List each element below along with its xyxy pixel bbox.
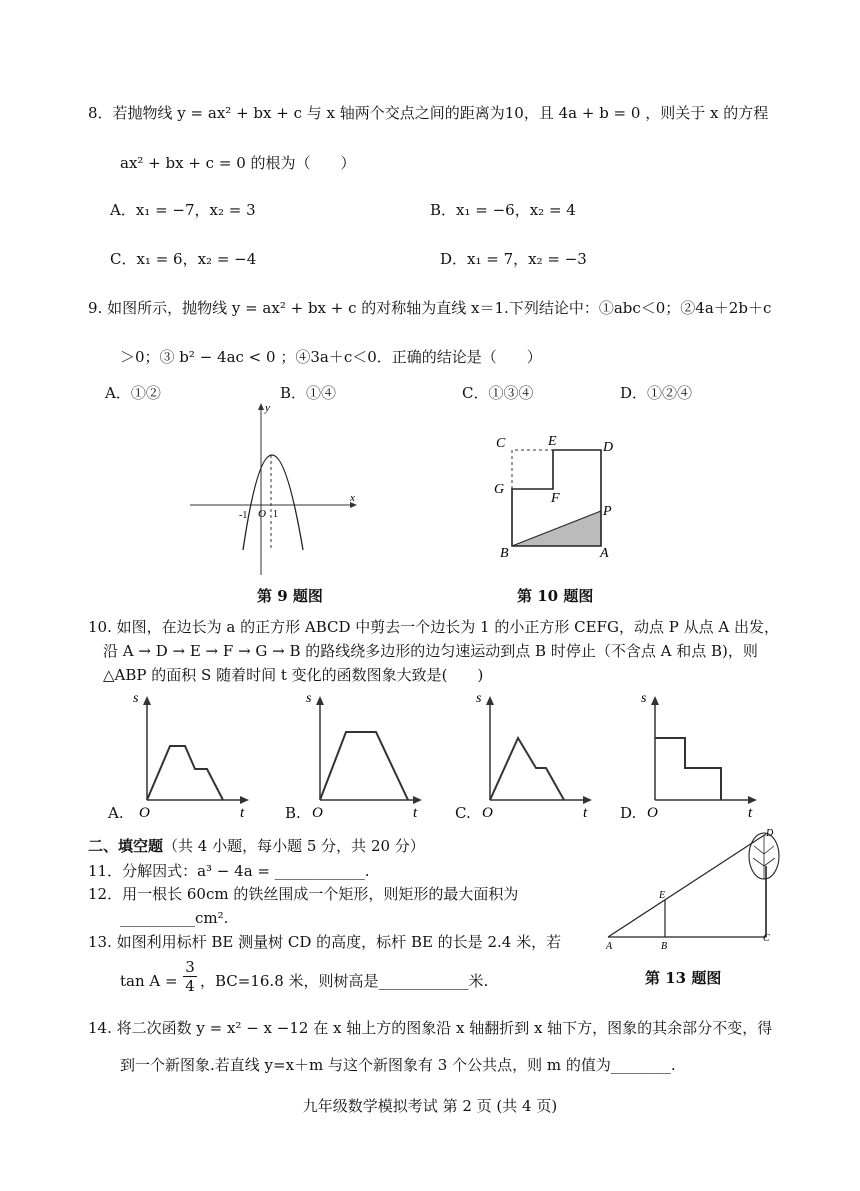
q8-option-d: D．x₁ = 7，x₂ = −3 (440, 250, 587, 268)
q11-text: 11．分解因式：a³ − 4a = ____________. (88, 862, 370, 880)
q10-label-f: F (551, 491, 560, 506)
q9-axis-x-label: x (350, 492, 355, 504)
q9-figure-caption: 第 9 题图 (257, 587, 323, 605)
q9-option-d: D．①②④ (620, 384, 693, 402)
q13-figure-caption: 第 13 题图 (645, 969, 722, 987)
q10-b-axis-s: s (306, 691, 312, 706)
q10-c-axis-s: s (476, 691, 482, 706)
q9-stem-line1: 9. 如图所示，抛物线 y = ax² + bx + c 的对称轴为直线 x＝1.下列结论中：①abc＜0；②4a＋2b＋c (88, 299, 772, 317)
q10-option-c-graph (468, 690, 598, 820)
section2-title: 二、填空题 (88, 837, 164, 855)
q13-label-c: C (763, 933, 770, 944)
q10-option-b-graph (298, 690, 428, 820)
q10-option-b-label: B. (285, 804, 301, 822)
q8-stem-line2: ax² + bx + c = 0 的根为（ ） (120, 154, 356, 172)
q10-d-origin: O (647, 805, 658, 821)
q10-label-g: G (494, 482, 505, 497)
q13-frac-den: 4 (185, 977, 195, 995)
q10-label-p: P (603, 504, 612, 519)
q12-line1: 12．用一根长 60cm 的铁丝围成一个矩形，则矩形的最大面积为 (88, 885, 519, 903)
q8-option-b: B．x₁ = −6，x₂ = 4 (430, 201, 576, 219)
q10-option-c-label: C. (455, 804, 471, 822)
q10-c-axis-t: t (583, 805, 588, 821)
q10-b-origin: O (312, 805, 323, 821)
section2-note: （共 4 小题，每小题 5 分，共 20 分） (163, 837, 425, 855)
q10-stem-line1: 10. 如图，在边长为 a 的正方形 ABCD 中剪去一个边长为 1 的小正方形 CEFG，动点 P 从点 A 出发， (88, 618, 779, 636)
q10-option-d-label: D. (620, 804, 637, 822)
q10-label-d: D (603, 440, 614, 455)
section2-header (88, 836, 425, 856)
q10-stem-line2: 沿 A → D → E → F → G → B 的路线绕多边形的边匀速运动到点 B 时停止（不含点 A 和点 B)，则 (103, 642, 758, 660)
q9-stem-line2: ＞0；③ b² − 4ac < 0 ；④3a＋c＜0．正确的结论是（ ） (120, 348, 542, 366)
q9-parabola-figure (185, 400, 365, 578)
q13-line2-rest: ，BC=16.8 米，则树高是____________米. (200, 972, 489, 990)
q13-label-d: D (766, 828, 774, 839)
q13-tan-prefix: tan A = (120, 972, 178, 990)
q8-option-c: C．x₁ = 6，x₂ = −4 (110, 250, 257, 268)
q10-d-axis-s: s (641, 691, 647, 706)
q12-line2: __________cm². (120, 909, 229, 927)
q9-axis-y-label: y (265, 402, 270, 414)
q9-option-a: A．①② (105, 384, 161, 402)
q8-stem-line1: 8．若抛物线 y = ax² + bx + c 与 x 轴两个交点之间的距离为10，且 4a + b = 0 ，则关于 x 的方程 (88, 104, 769, 122)
q10-label-e: E (548, 434, 557, 449)
q9-option-b: B．①④ (280, 384, 337, 402)
q10-option-a-graph (125, 690, 255, 820)
q10-b-axis-t: t (413, 805, 418, 821)
q13-label-a: A (606, 941, 613, 952)
q13-label-e: E (659, 890, 666, 901)
q13-tree-figure (600, 826, 800, 956)
page-footer: 九年级数学模拟考试 第 2 页 (共 4 页) (302, 1097, 558, 1115)
q10-stem-line3: △ABP 的面积 S 随着时间 t 变化的函数图象大致是( ) (103, 666, 484, 684)
q13-frac-num: 3 (183, 958, 197, 977)
q13-fraction (183, 958, 197, 995)
q10-a-origin: O (139, 805, 150, 821)
q14-line2: 到一个新图象.若直线 y=x＋m 与这个新图象有 3 个公共点，则 m 的值为________. (120, 1056, 676, 1074)
q10-option-d-graph (633, 690, 763, 820)
q9-tick-pos-label: 1 (273, 509, 278, 520)
q8-option-a: A．x₁ = −7，x₂ = 3 (110, 201, 256, 219)
q9-option-c: C．①③④ (462, 384, 534, 402)
q10-figure-caption: 第 10 题图 (517, 587, 594, 605)
q10-a-axis-t: t (240, 805, 245, 821)
q10-label-b: B (500, 546, 509, 561)
q9-origin-label: O (258, 508, 266, 520)
q9-tick-neg-label: -1 (239, 510, 248, 521)
q10-label-a: A (600, 546, 609, 561)
q10-d-axis-t: t (748, 805, 753, 821)
q10-c-origin: O (482, 805, 493, 821)
q10-square-figure (488, 425, 628, 560)
q10-label-c: C (496, 436, 506, 451)
q14-line1: 14. 将二次函数 y = x² − x −12 在 x 轴上方的图象沿 x 轴翻折到 x 轴下方，图象的其余部分不变，得 (88, 1019, 773, 1037)
q13-line1: 13. 如图利用标杆 BE 测量树 CD 的高度，标杆 BE 的长是 2.4 米，若 (88, 933, 562, 951)
q13-label-b: B (661, 941, 668, 952)
q10-a-axis-s: s (133, 691, 139, 706)
q10-option-a-label: A. (108, 804, 124, 822)
